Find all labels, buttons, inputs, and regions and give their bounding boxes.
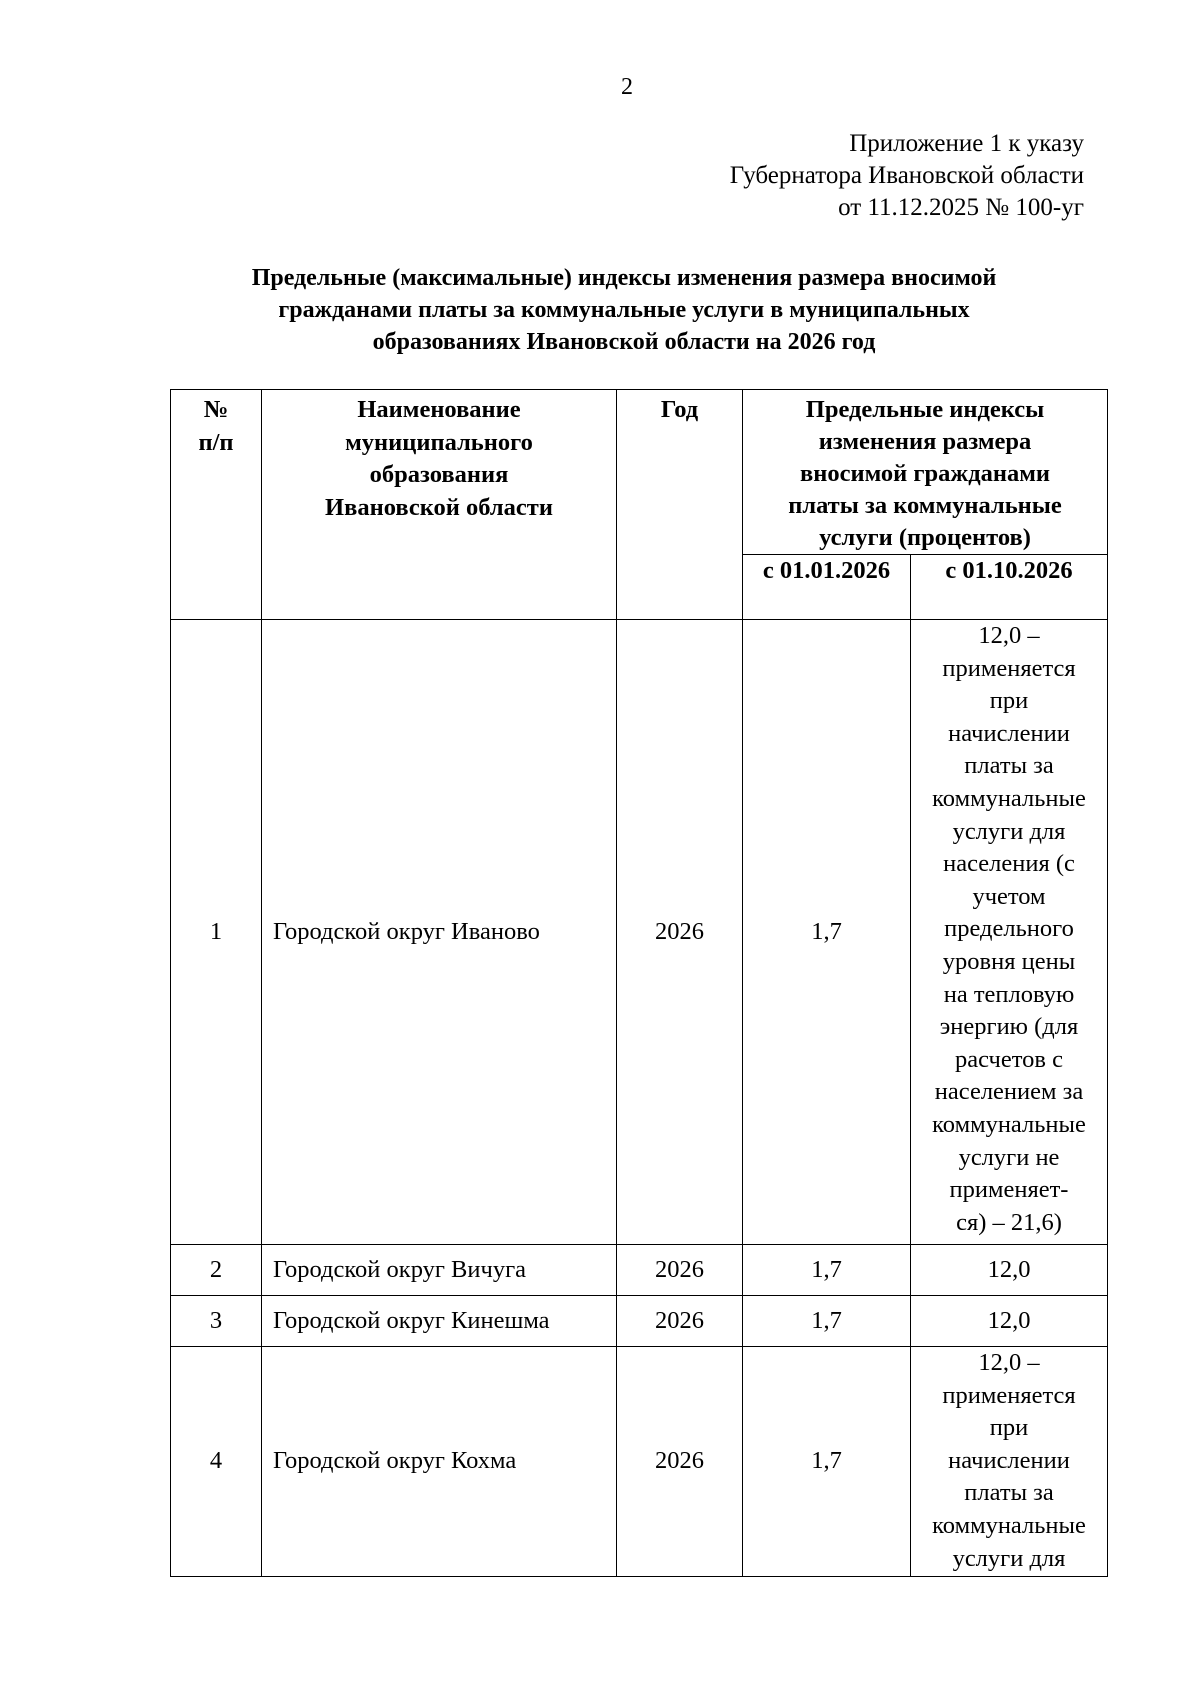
index-from-oct: 12,0 bbox=[911, 1296, 1108, 1347]
appendix-line-1: Приложение 1 к указу bbox=[849, 130, 1084, 157]
row-year: 2026 bbox=[617, 1296, 743, 1347]
index-from-jan: 1,7 bbox=[743, 1296, 911, 1347]
row-year: 2026 bbox=[617, 620, 743, 1245]
header-municipality: Наименование муниципального образования Ивановской области bbox=[262, 390, 617, 620]
index-from-jan: 1,7 bbox=[743, 1347, 911, 1577]
index-table bbox=[170, 389, 1108, 1577]
row-number: 2 bbox=[171, 1245, 262, 1296]
row-year: 2026 bbox=[617, 1347, 743, 1577]
table-row bbox=[171, 1296, 1108, 1347]
index-from-oct: 12,0 – применяется при начислении платы за коммунальные услуги для населения (с учетом предельного уровня цены на тепловую энергию (для расчетов с населением за коммунальные услуги не применяет- ся) – 21,6) bbox=[911, 620, 1108, 1245]
municipality-name: Городской округ Вичуга bbox=[262, 1245, 617, 1296]
index-from-oct: 12,0 bbox=[911, 1245, 1108, 1296]
header-from-jan: с 01.01.2026 bbox=[743, 555, 911, 620]
index-from-oct: 12,0 – применяется при начислении платы за коммунальные услуги для bbox=[911, 1347, 1108, 1577]
table-row bbox=[171, 1245, 1108, 1296]
title-line-1: Предельные (максимальные) индексы изменения размера вносимой bbox=[251, 265, 997, 291]
row-number: 1 bbox=[171, 620, 262, 1245]
table-row bbox=[171, 620, 1108, 1245]
header-year: Год bbox=[617, 390, 743, 620]
title-line-2: гражданами платы за коммунальные услуги в муниципальных bbox=[278, 297, 970, 323]
appendix-line-3: от 11.12.2025 № 100-уг bbox=[838, 194, 1084, 221]
municipality-name: Городской округ Иваново bbox=[262, 620, 617, 1245]
municipality-name: Городской округ Кохма bbox=[262, 1347, 617, 1577]
row-year: 2026 bbox=[617, 1245, 743, 1296]
index-from-jan: 1,7 bbox=[743, 1245, 911, 1296]
page-number: 2 bbox=[621, 74, 633, 100]
header-row bbox=[171, 390, 1108, 555]
row-number: 3 bbox=[171, 1296, 262, 1347]
document-title bbox=[150, 262, 1098, 358]
header-index-group: Предельные индексы изменения размера вносимой гражданами платы за коммунальные услуги (процентов) bbox=[743, 390, 1108, 555]
appendix-reference bbox=[730, 128, 1084, 224]
table-row bbox=[171, 1347, 1108, 1577]
header-number: № п/п bbox=[171, 390, 262, 620]
index-from-jan: 1,7 bbox=[743, 620, 911, 1245]
title-line-3: образованиях Ивановской области на 2026 год bbox=[372, 329, 876, 355]
appendix-line-2: Губернатора Ивановской области bbox=[729, 162, 1084, 189]
municipality-name: Городской округ Кинешма bbox=[262, 1296, 617, 1347]
row-number: 4 bbox=[171, 1347, 262, 1577]
header-from-oct: с 01.10.2026 bbox=[911, 555, 1108, 620]
